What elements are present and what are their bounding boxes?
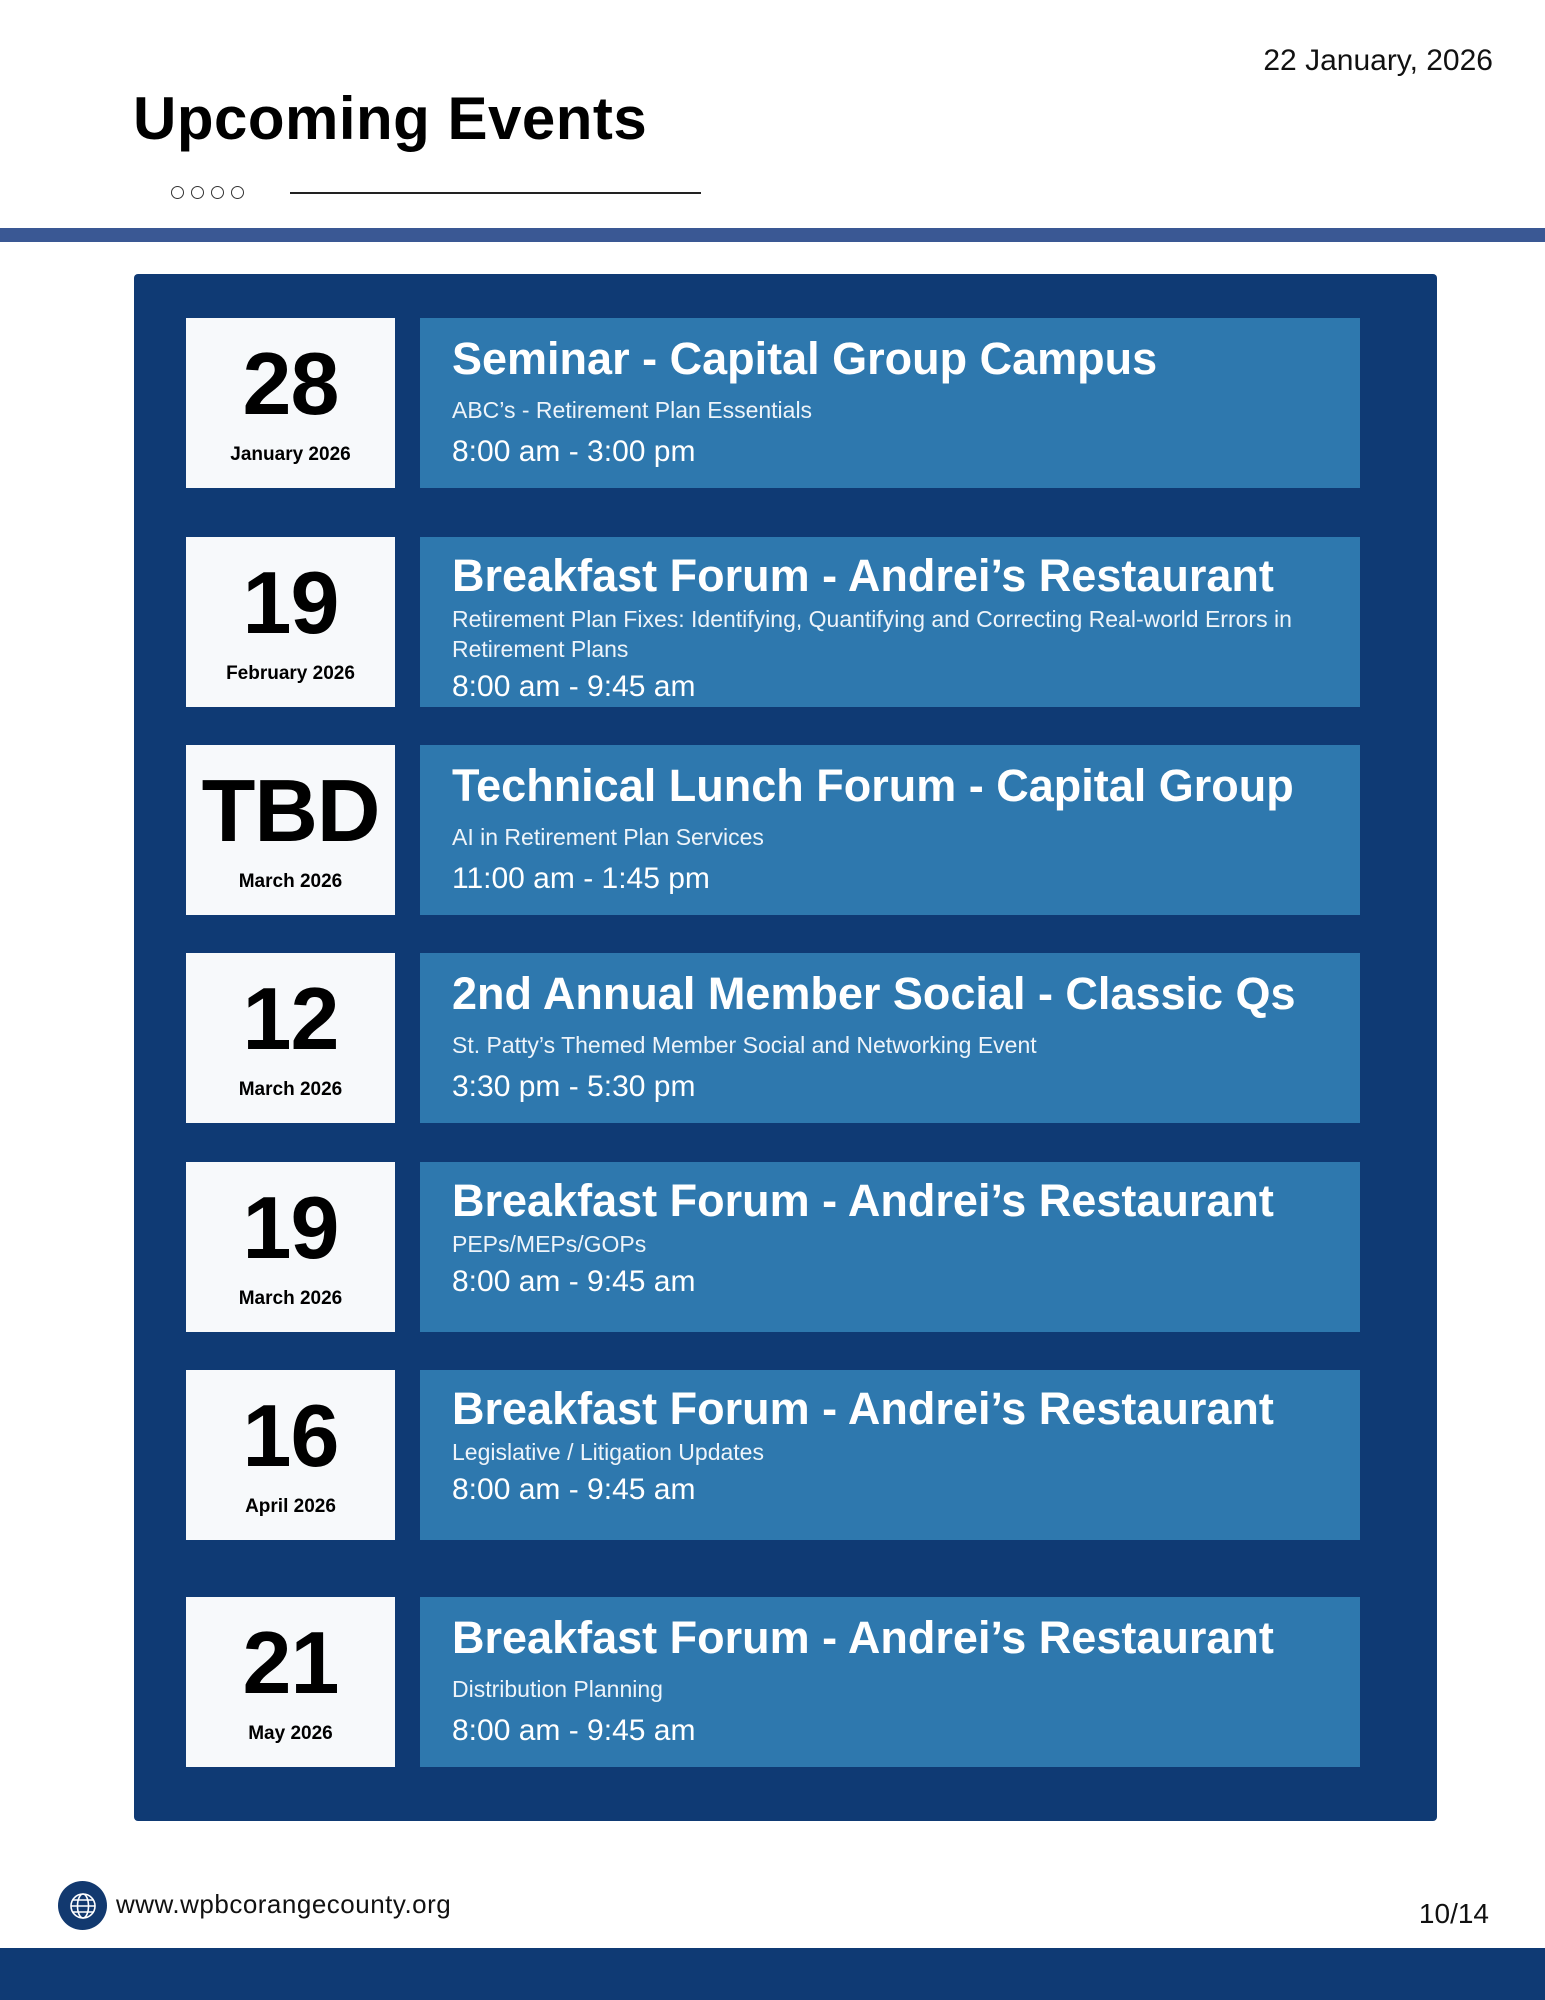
event-date-box	[186, 953, 395, 1123]
event-item	[134, 1370, 1437, 1540]
event-item	[134, 745, 1437, 915]
event-info-box	[420, 318, 1360, 488]
event-date-box	[186, 318, 395, 488]
event-item	[134, 953, 1437, 1123]
event-info-box	[420, 953, 1360, 1123]
page-number: 10/14	[1418, 1898, 1489, 1929]
event-day: 12	[242, 969, 339, 1068]
event-info-box	[420, 745, 1360, 915]
event-time: 8:00 am - 9:45 am	[452, 669, 696, 703]
event-day: 16	[242, 1386, 339, 1485]
event-month: January 2026	[230, 444, 351, 465]
event-item	[134, 537, 1437, 707]
event-info-box	[420, 537, 1360, 707]
event-month: March 2026	[238, 1288, 343, 1309]
event-info-box	[420, 1370, 1360, 1540]
event-month: March 2026	[238, 871, 343, 892]
event-info-box	[420, 1597, 1360, 1767]
event-time: 8:00 am - 9:45 am	[452, 1472, 696, 1506]
event-subtitle: Retirement Plan Fixes: Identifying, Quantifying and Correcting Real-world Errors in Retirement Plans	[452, 606, 1292, 662]
event-date-box	[186, 537, 395, 707]
event-title: Breakfast Forum - Andrei’s Restaurant	[452, 1175, 1274, 1226]
event-day: 28	[242, 334, 339, 433]
event-title: Seminar - Capital Group Campus	[452, 333, 1158, 384]
events-panel	[134, 274, 1437, 1821]
decorative-dots	[171, 186, 244, 199]
event-subtitle: Distribution Planning	[452, 1676, 663, 1702]
document-date: 22 January, 2026	[1263, 44, 1493, 77]
event-title: Breakfast Forum - Andrei’s Restaurant	[452, 1612, 1274, 1663]
event-subtitle: AI in Retirement Plan Services	[452, 824, 764, 850]
circle-icon	[211, 186, 224, 199]
event-time: 8:00 am - 3:00 pm	[452, 435, 696, 469]
event-title: 2nd Annual Member Social - Classic Qs	[452, 968, 1296, 1019]
event-item	[134, 1162, 1437, 1332]
event-time: 11:00 am - 1:45 pm	[452, 862, 710, 896]
page-title: Upcoming Events	[133, 85, 648, 152]
website-link[interactable]: www.wpbcorangecounty.org	[116, 1889, 452, 1919]
event-date-box	[186, 745, 395, 915]
event-time: 8:00 am - 9:45 am	[452, 1714, 696, 1748]
footer-band	[0, 1948, 1545, 2000]
event-date-box	[186, 1597, 395, 1767]
event-day: 21	[242, 1613, 339, 1712]
event-title: Technical Lunch Forum - Capital Group	[452, 760, 1294, 811]
event-title: Breakfast Forum - Andrei’s Restaurant	[452, 1383, 1274, 1434]
header-band	[0, 228, 1545, 242]
event-month: February 2026	[226, 663, 355, 684]
event-day: 19	[242, 553, 339, 652]
event-subtitle: PEPs/MEPs/GOPs	[452, 1231, 647, 1257]
event-title: Breakfast Forum - Andrei’s Restaurant	[452, 550, 1274, 601]
event-month: March 2026	[238, 1079, 343, 1100]
circle-icon	[191, 186, 204, 199]
title-divider	[290, 192, 701, 194]
event-item	[134, 318, 1437, 488]
event-date-box	[186, 1370, 395, 1540]
event-item	[134, 1597, 1437, 1767]
event-subtitle: St. Patty’s Themed Member Social and Networking Event	[452, 1032, 1037, 1058]
circle-icon	[231, 186, 244, 199]
event-subtitle: Legislative / Litigation Updates	[452, 1439, 764, 1465]
globe-icon	[58, 1881, 107, 1930]
event-time: 3:30 pm - 5:30 pm	[452, 1070, 696, 1104]
event-month: May 2026	[248, 1723, 333, 1744]
event-subtitle: ABC’s - Retirement Plan Essentials	[452, 397, 813, 423]
event-month: April 2026	[245, 1496, 336, 1517]
event-info-box	[420, 1162, 1360, 1332]
event-day: 19	[242, 1178, 339, 1277]
event-date-box	[186, 1162, 395, 1332]
circle-icon	[171, 186, 184, 199]
event-day: TBD	[201, 761, 380, 860]
event-time: 8:00 am - 9:45 am	[452, 1264, 696, 1298]
